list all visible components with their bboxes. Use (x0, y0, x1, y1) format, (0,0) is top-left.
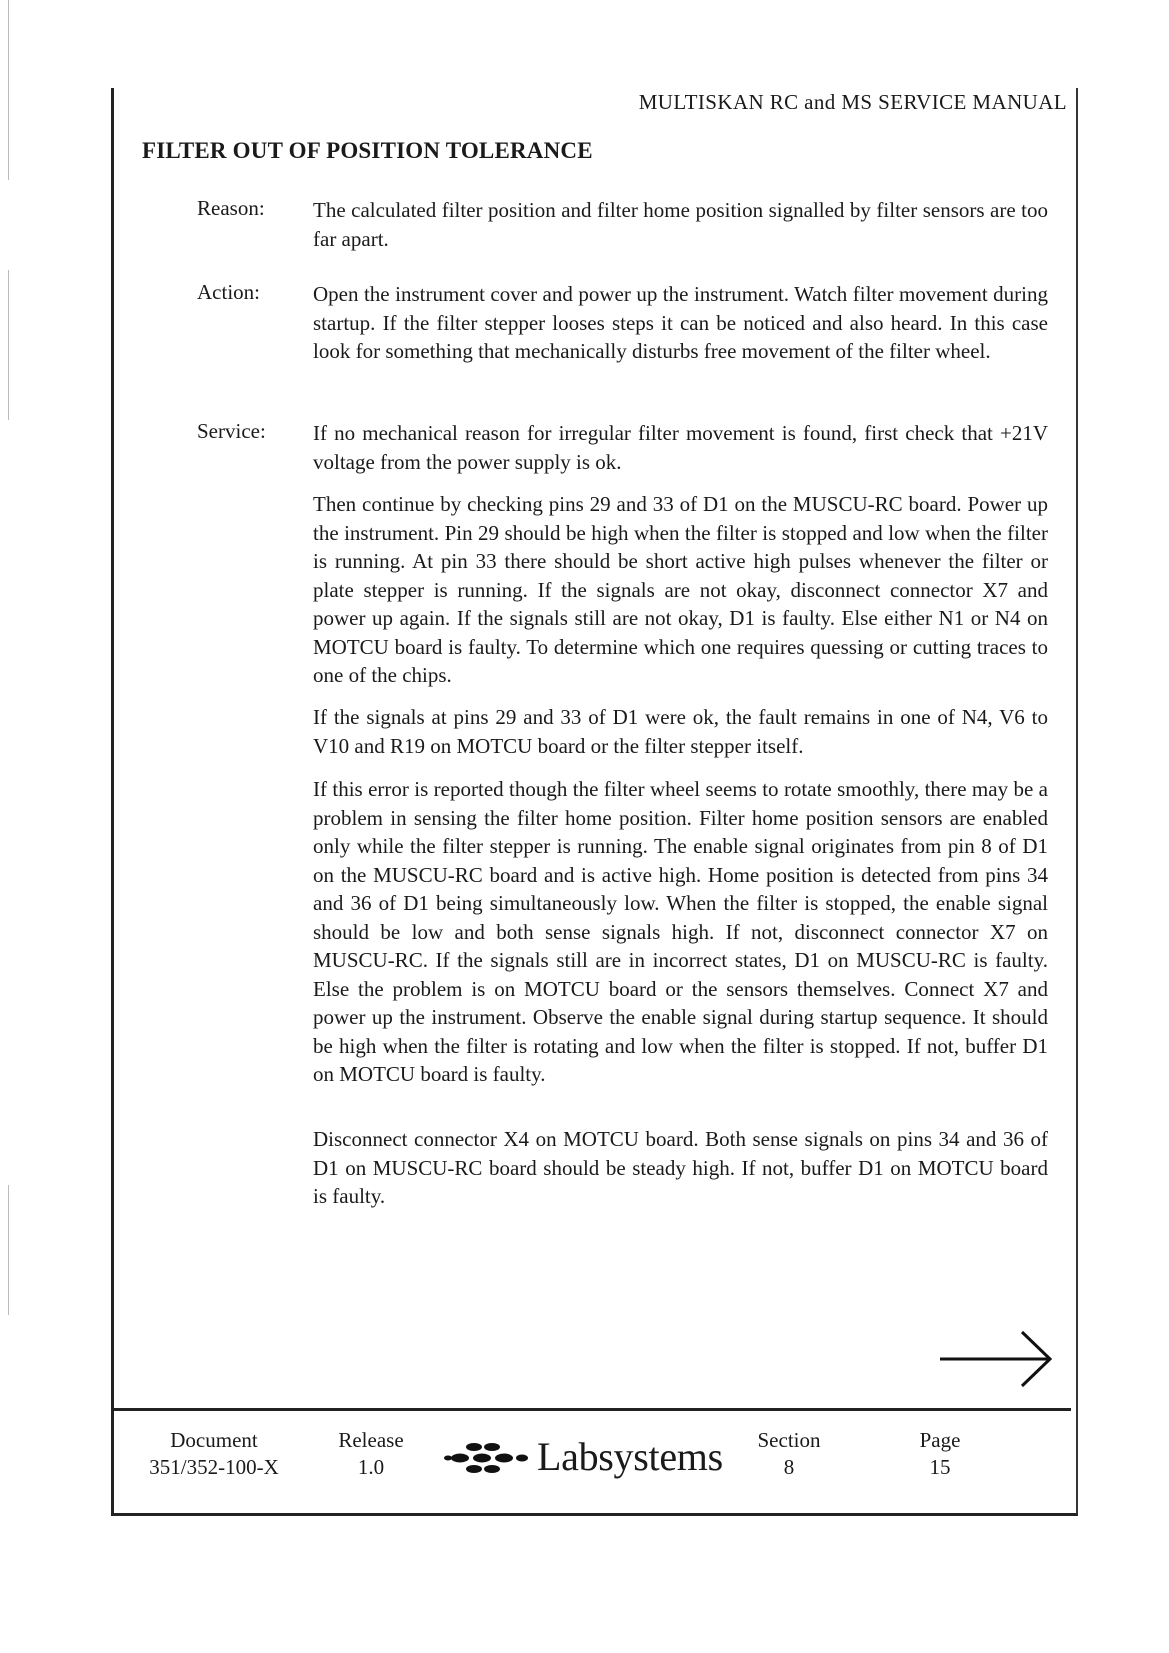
service-paragraph: Then continue by checking pins 29 and 33 of D1 on the MUSCU-RC board. Power up the instrument. Pin 29 should be high when the filter is stopped and low when the filter is running. At pin 33 there should be short active high pulses whenever the filter or plate stepper is running. If the signals are not okay, disconnect connector X7 and power up again. If the signals still are not okay, D1 is faulty. Else either N1 or N4 on MOTCU board is faulty. To determine which one requires quessing or cutting traces to one of the chips. (313, 492, 1048, 687)
document-footer (114, 1408, 1071, 1513)
footer-page (900, 1427, 980, 1481)
next-page-arrow-icon (940, 1328, 1055, 1390)
release-number: 1.0 (357, 1455, 385, 1479)
service-label: Service: (197, 419, 266, 443)
section-number: 8 (783, 1455, 795, 1479)
reason-text: The calculated filter position and filter home position signalled by filter sensors are too far apart. (313, 198, 1048, 251)
section-label: Section (757, 1428, 821, 1452)
scan-speck (8, 1185, 9, 1315)
reason-label: Reason: (197, 196, 265, 220)
scan-speck (8, 270, 9, 420)
document-label: Document (170, 1428, 258, 1452)
manual-title: MULTISKAN RC and MS SERVICE MANUAL (638, 90, 1067, 114)
footer-release (326, 1427, 416, 1481)
footer-section (739, 1427, 839, 1481)
brand-name: Labsystems (537, 1434, 723, 1479)
document-number: 351/352-100-X (149, 1455, 279, 1479)
release-label: Release (338, 1428, 404, 1452)
page-number: 15 (929, 1455, 951, 1479)
service-paragraph: If this error is reported though the filter wheel seems to rotate smoothly, there may be a problem in sensing the filter home position. Filter home position sensors are enabled only while the filter stepper is running. The enable signal originates from pin 8 of D1 on the MUSCU-RC board and is active high. Home position is detected from pins 34 and 36 of D1 being simultaneously low. When the filter is stopped, the enable signal should be low and both sense signals high. If not, disconnect connector X7 on MUSCU-RC. If the signals still are in incorrect states, D1 on MUSCU-RC is faulty. Else the problem is on MOTCU board or the sensors themselves. Connect X7 and power up the instrument. Observe the enable signal during startup sequence. It should be high when the filter is rotating and low when the filter is stopped. If not, buffer D1 on MOTCU board is faulty. (313, 777, 1048, 1086)
section-heading: FILTER OUT OF POSITION TOLERANCE (142, 138, 593, 163)
action-text: Open the instrument cover and power up the instrument. Watch filter movement during startup. If the filter stepper looses steps it can be noticed and also heard. In this case look for something that mechanically disturbs free movement of the filter wheel. (313, 282, 1048, 363)
footer-document (144, 1427, 284, 1481)
page-label: Page (919, 1428, 961, 1452)
labsystems-logo-icon (444, 1439, 532, 1479)
scan-speck (8, 0, 9, 180)
service-paragraph: If no mechanical reason for irregular filter movement is found, first check that +21V voltage from the power supply is ok. (313, 421, 1048, 474)
service-paragraph: If the signals at pins 29 and 33 of D1 were ok, the fault remains in one of N4, V6 to V10 and R19 on MOTCU board or the filter stepper itself. (313, 705, 1048, 758)
action-label: Action: (197, 280, 260, 304)
service-paragraph: Disconnect connector X4 on MOTCU board. Both sense signals on pins 34 and 36 of D1 on MUSCU-RC board should be steady high. If not, buffer D1 on MOTCU board is faulty. (313, 1127, 1048, 1208)
